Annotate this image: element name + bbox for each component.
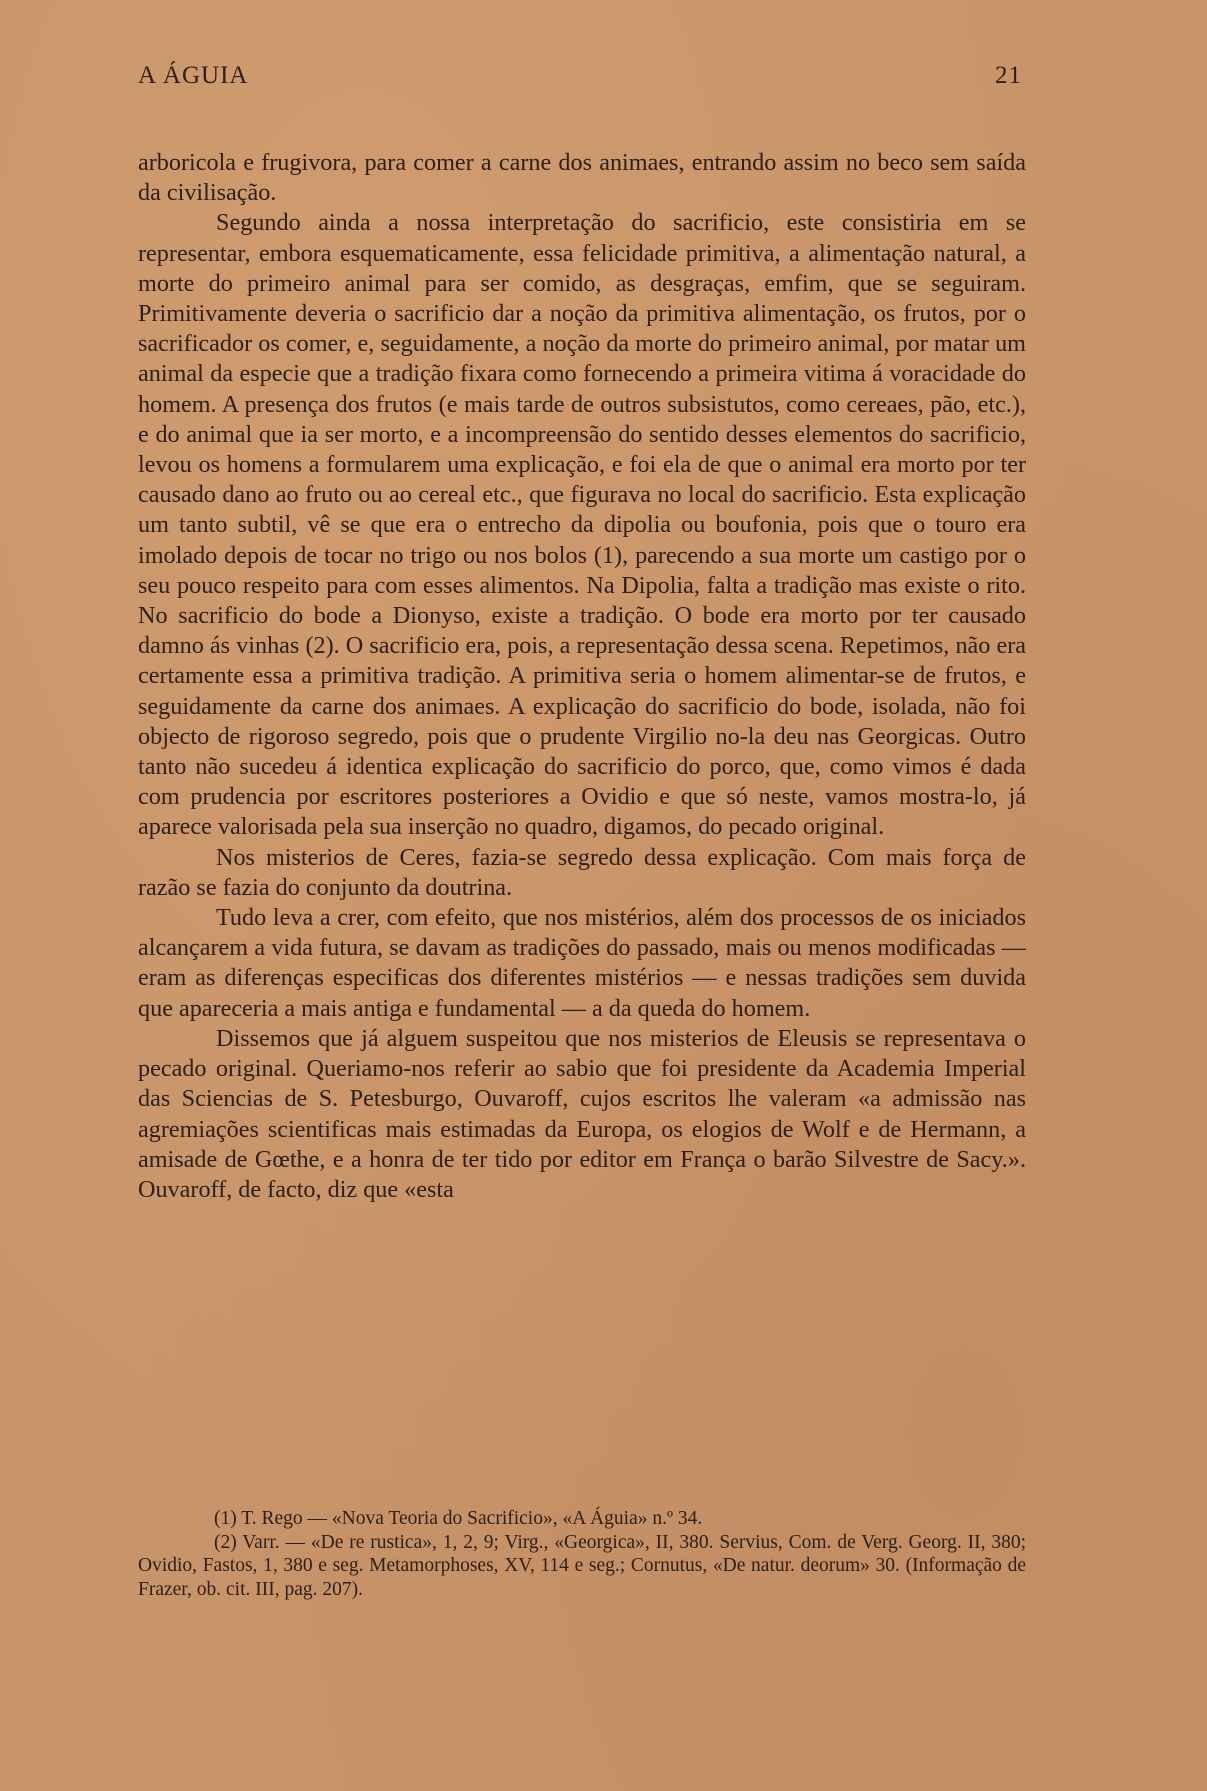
paragraph-1: arboricola e frugivora, para comer a carne dos animaes, entrando assim no beco sem saída da civilisação. xyxy=(138,149,1026,207)
footnote-ref-1: (1) xyxy=(593,541,623,569)
footnote-1: (1) T. Rego — «Nova Teoria do Sacrificio», «A Águia» n.º 34. xyxy=(214,1508,703,1529)
footnotes xyxy=(138,1507,1026,1601)
paragraph-3: Nos misterios de Ceres, fazia-se segredo dessa explicação. Com mais força de razão se fazia do conjunto da doutrina. xyxy=(138,843,1026,901)
paragraph-2-text-a: Segundo ainda a nossa interpretação do sacrificio, este consistiria em se representar, embora esquematicamente, essa felicidade primitiva, a alimentação natural, a morte do primeiro animal para ser comido, as desgraças, emfim, que se seguiram. Primitivamente deveria o sacrificio dar a noção da primitiva alimentação, os frutos, por o sacrificador os comer, e, seguidamente, a noção da morte do primeiro animal, por matar um animal da especie que a tradição fixara como fornecendo a primeira vitima á voracidade do homem. A presença dos frutos (e mais tarde de outros subsistutos, como cereaes, pão, etc.), e do animal que ia ser morto, e a incompreensão do sentido desses elementos do sacrificio, levou os homens a formularem uma explicação, e foi ela de que o animal era morto por ter causado dano ao fruto ou ao cereal etc., que figurava no local do sacrificio. Esta explicação um tanto subtil, vê se que era o entrecho da dipolia ou boufonia, pois que o touro era imolado depois de tocar no trigo ou nos bolos xyxy=(138,209,1026,569)
paragraph-2 xyxy=(138,208,1026,842)
running-head xyxy=(138,62,1022,96)
footnote-ref-2: (2) xyxy=(305,632,334,660)
paragraph-2-text-b: , parecendo a sua morte um castigo por o seu pouco respeito para com esses alimentos. Na Dipolia, falta a tradição mas existe o rito. No sacrificio do bode a Dionyso, existe a tradição. O bode era morto por ter causado damno ás vinhas xyxy=(138,541,1026,660)
paragraph-4: Tudo leva a crer, com efeito, que nos mistérios, além dos processos de os iniciados alcançarem a vida futura, se davam as tradições do passado, mais ou menos modificadas — eram as diferenças especificas dos diferentes mistérios — e nessas tradições sem duvida que apareceria a mais antiga e fundamental — a da queda do homem. xyxy=(138,904,1026,1022)
paragraph-5: Dissemos que já alguem suspeitou que nos misterios de Eleusis se representava o pecado original. Queriamo-nos referir ao sabio que foi presidente da Academia Imperial das Sciencias de S. Petesburgo, Ouvaroff, cujos escritos lhe valeram «a admissão nas agremiações scientificas mais estimadas da Europa, os elogios de Wolf e de Hermann, a amisade de Gœthe, e a honra de ter tido por editor em França o barão Silvestre de Sacy.». Ouvaroff, de facto, diz que «esta xyxy=(138,1024,1026,1203)
footnote-2: (2) Varr. — «De re rustica», 1, 2, 9; Virg., «Georgica», II, 380. Servius, Com. de Verg. Georg. II, 380; Ovidio, Fastos, 1, 380 e seg. Metamorphoses, XV, 114 e seg.; Cornutus, «De natur. deorum» 30. (Informação de Frazer, ob. cit. III, pag. 207). xyxy=(138,1531,1026,1600)
body-text xyxy=(138,148,1026,1205)
paragraph-2-text-c: . O sacrificio era, pois, a representação dessa scena. Repetimos, não era certamente essa a primitiva tradição. A primitiva seria o homem alimentar-se de frutos, e seguidamente da carne dos animaes. A explicação do sacrificio do bode, isolada, não foi objecto de rigoroso segredo, pois que o prudente Virgilio no-la deu nas Georgicas. Outro tanto não sucedeu á identica explicação do sacrificio do porco, que, como vimos é dada com prudencia por escritores posteriores a Ovidio e que só neste, vamos mostra-lo, já aparece valorisada pela sua inserção no quadro, digamos, do pecado original. xyxy=(138,632,1026,841)
running-title: A ÁGUIA xyxy=(138,62,249,89)
page-number: 21 xyxy=(995,62,1022,89)
